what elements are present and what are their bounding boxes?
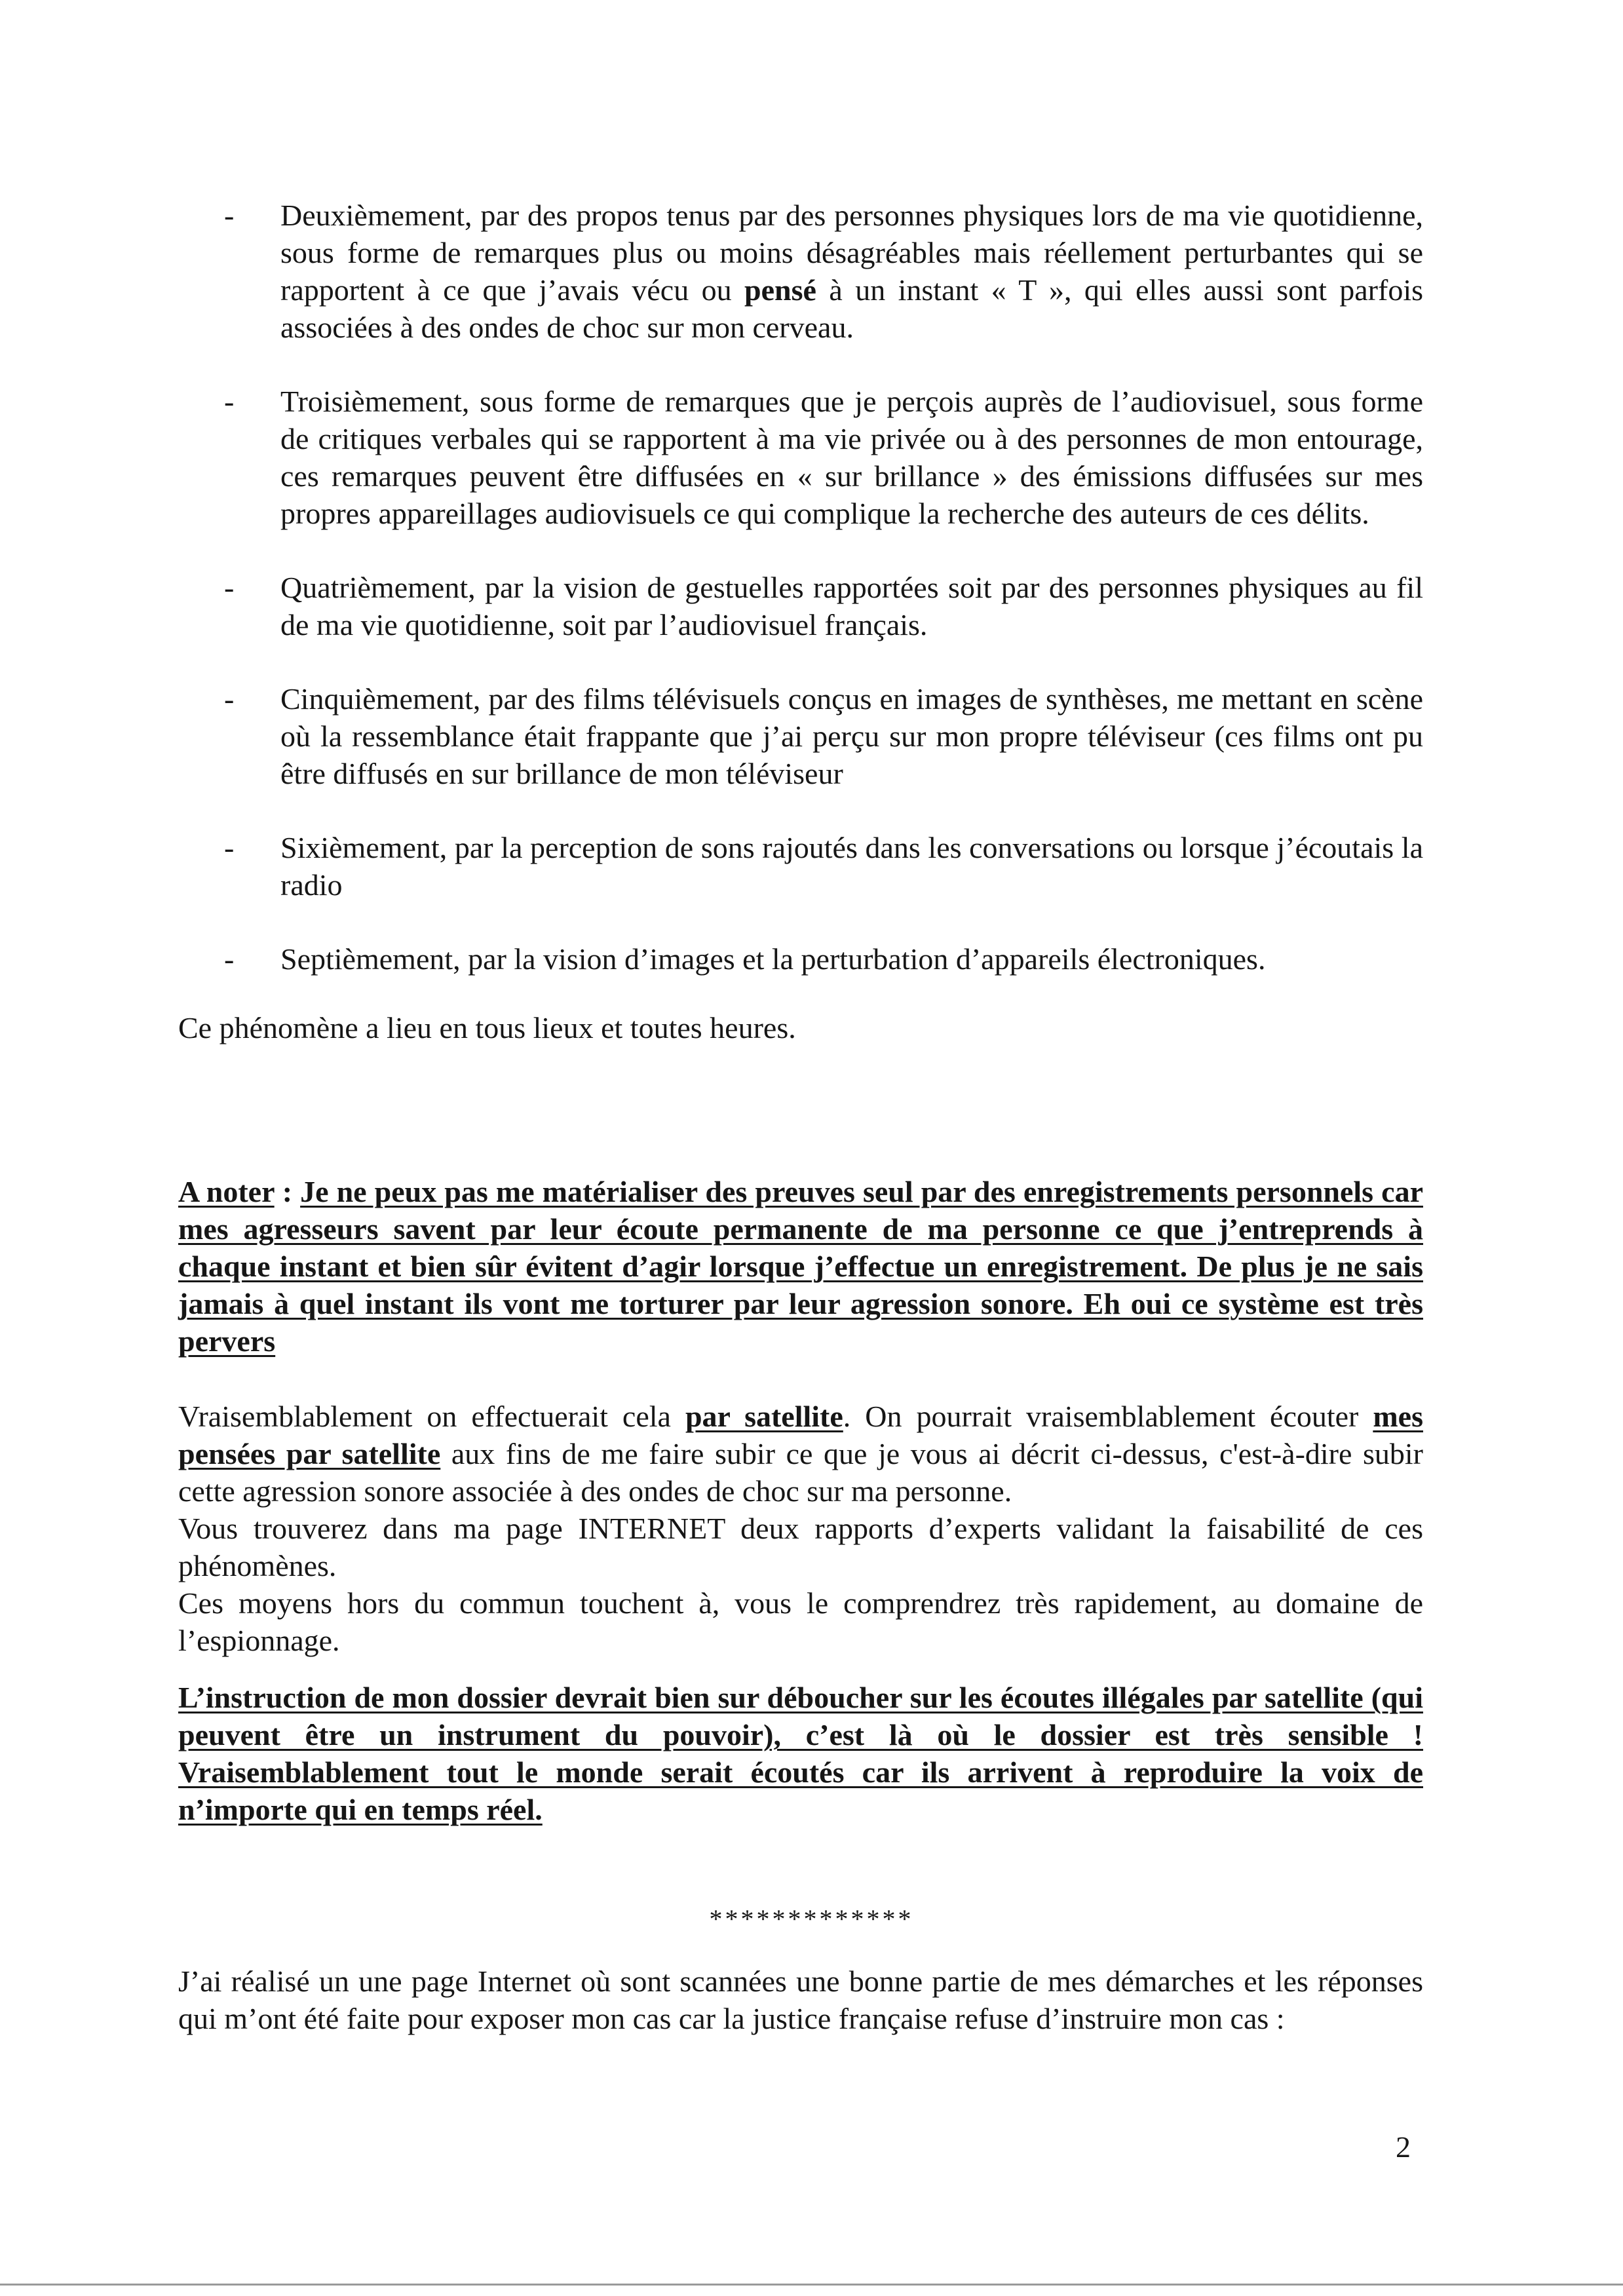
instruction-text: L’instruction de mon dossier devrait bien sur déboucher sur les écoutes illégales par satellite (qui peuvent être un instrument du pouvoir), c’est là où le dossier est très sensible ! Vraisemblablement tout le monde serait écoutés car ils arrivent à reproduire la voix de n’importe qui en temps réel. <box>178 1681 1423 1826</box>
list-item <box>178 940 1423 978</box>
list-dash: - <box>224 942 235 976</box>
list-item-text: Troisièmement, sous forme de remarques que je perçois auprès de l’audiovisuel, sous forme de critiques verbales qui se rapportent à ma vie privée ou à des personnes de mon entourage, ces remarques peuvent être diffusées en « sur brillance » des émissions diffusées sur mes propres appareillages audiovisuels ce qui complique la recherche des auteurs de ces délits. <box>280 385 1423 530</box>
thoughts-emphasis: mes pensées par satellite <box>178 1400 1423 1470</box>
satellite-text: Vraisemblablement on effectuerait cela <box>178 1400 685 1433</box>
bold-word: pensé <box>744 273 816 307</box>
main-body <box>178 1173 1423 1828</box>
phenomenon-paragraph: Ce phénomène a lieu en tous lieux et toutes heures. <box>178 1011 796 1044</box>
list-dash: - <box>224 385 235 418</box>
list-dash: - <box>224 571 235 604</box>
note-paragraph <box>178 1173 1423 1360</box>
internet-paragraph: J’ai réalisé un une page Internet où sont scannées une bonne partie de mes démarches et les réponses qui m’ont été faite pour exposer mon cas car la justice française refuse d’instruire mon cas : <box>178 1964 1423 2035</box>
internet-section <box>178 1962 1423 2037</box>
list-item-text: à un instant « T », qui elles aussi sont parfois associées à des ondes de choc sur mon cerveau. <box>280 273 1423 344</box>
list-item <box>178 680 1423 792</box>
list-item <box>178 197 1423 346</box>
list-item-text: Cinquièmement, par des films télévisuels conçus en images de synthèses, me mettant en scène où la ressemblance était frappante que j’ai perçu sur mon propre téléviseur (ces films ont pu être diffusés en sur brillance de mon téléviseur <box>280 682 1423 790</box>
note-text: Je ne peux pas me matérialiser des preuves seul par des enregistrements personnels car mes agresseurs savent par leur écoute permanente de ma personne ce que j’entreprends à chaque instant et bien sûr évitent d’agir lorsque j’effectue un enregistrement. De plus je ne sais jamais à quel instant ils vont me torturer par leur agression sonore. Eh oui ce système est très pervers <box>178 1175 1423 1358</box>
list-item-text: Quatrièmement, par la vision de gestuelles rapportées soit par des personnes physiques au fil de ma vie quotidienne, soit par l’audiovisuel français. <box>280 571 1423 641</box>
espionage-paragraph: Ces moyens hors du commun touchent à, vous le comprendrez très rapidement, au domaine de l’espionnage. <box>178 1586 1423 1657</box>
list-item <box>178 383 1423 532</box>
list-item-text: Deuxièmement, par des propos tenus par des personnes physiques lors de ma vie quotidienne, sous forme de remarques plus ou moins désagréables mais réellement perturbantes qui se rapportent à ce que j’avais vécu ou <box>280 199 1423 307</box>
page-number: 2 <box>1396 2130 1411 2164</box>
list-dash: - <box>224 682 235 716</box>
list-dash: - <box>224 831 235 864</box>
instruction-paragraph <box>178 1679 1423 1828</box>
satellite-text: aux fins de me faire subir ce que je vous ai décrit ci-dessus, c'est-à-dire subir cette agression sonore associée à des ondes de choc sur ma personne. <box>178 1437 1423 1508</box>
separator-stars: ************* <box>709 1904 914 1934</box>
list-dash: - <box>224 199 235 232</box>
satellite-text: . On pourrait vraisemblablement écouter <box>843 1400 1373 1433</box>
experts-paragraph: Vous trouverez dans ma page INTERNET deux rapports d’experts validant la faisabilité de ces phénomènes. <box>178 1512 1423 1582</box>
list-item <box>178 569 1423 643</box>
list-item-text: Sixièmement, par la perception de sons rajoutés dans les conversations ou lorsque j’écoutais la radio <box>280 831 1423 902</box>
note-colon: : <box>274 1175 301 1208</box>
satellite-paragraph <box>178 1398 1423 1510</box>
satellite-emphasis: par satellite <box>685 1400 843 1433</box>
bullet-list <box>178 197 1423 1046</box>
page-bottom-rule <box>0 2284 1623 2286</box>
list-item-text: Septièmement, par la vision d’images et la perturbation d’appareils électroniques. <box>280 942 1266 976</box>
note-label: A noter <box>178 1175 275 1208</box>
list-item <box>178 829 1423 904</box>
